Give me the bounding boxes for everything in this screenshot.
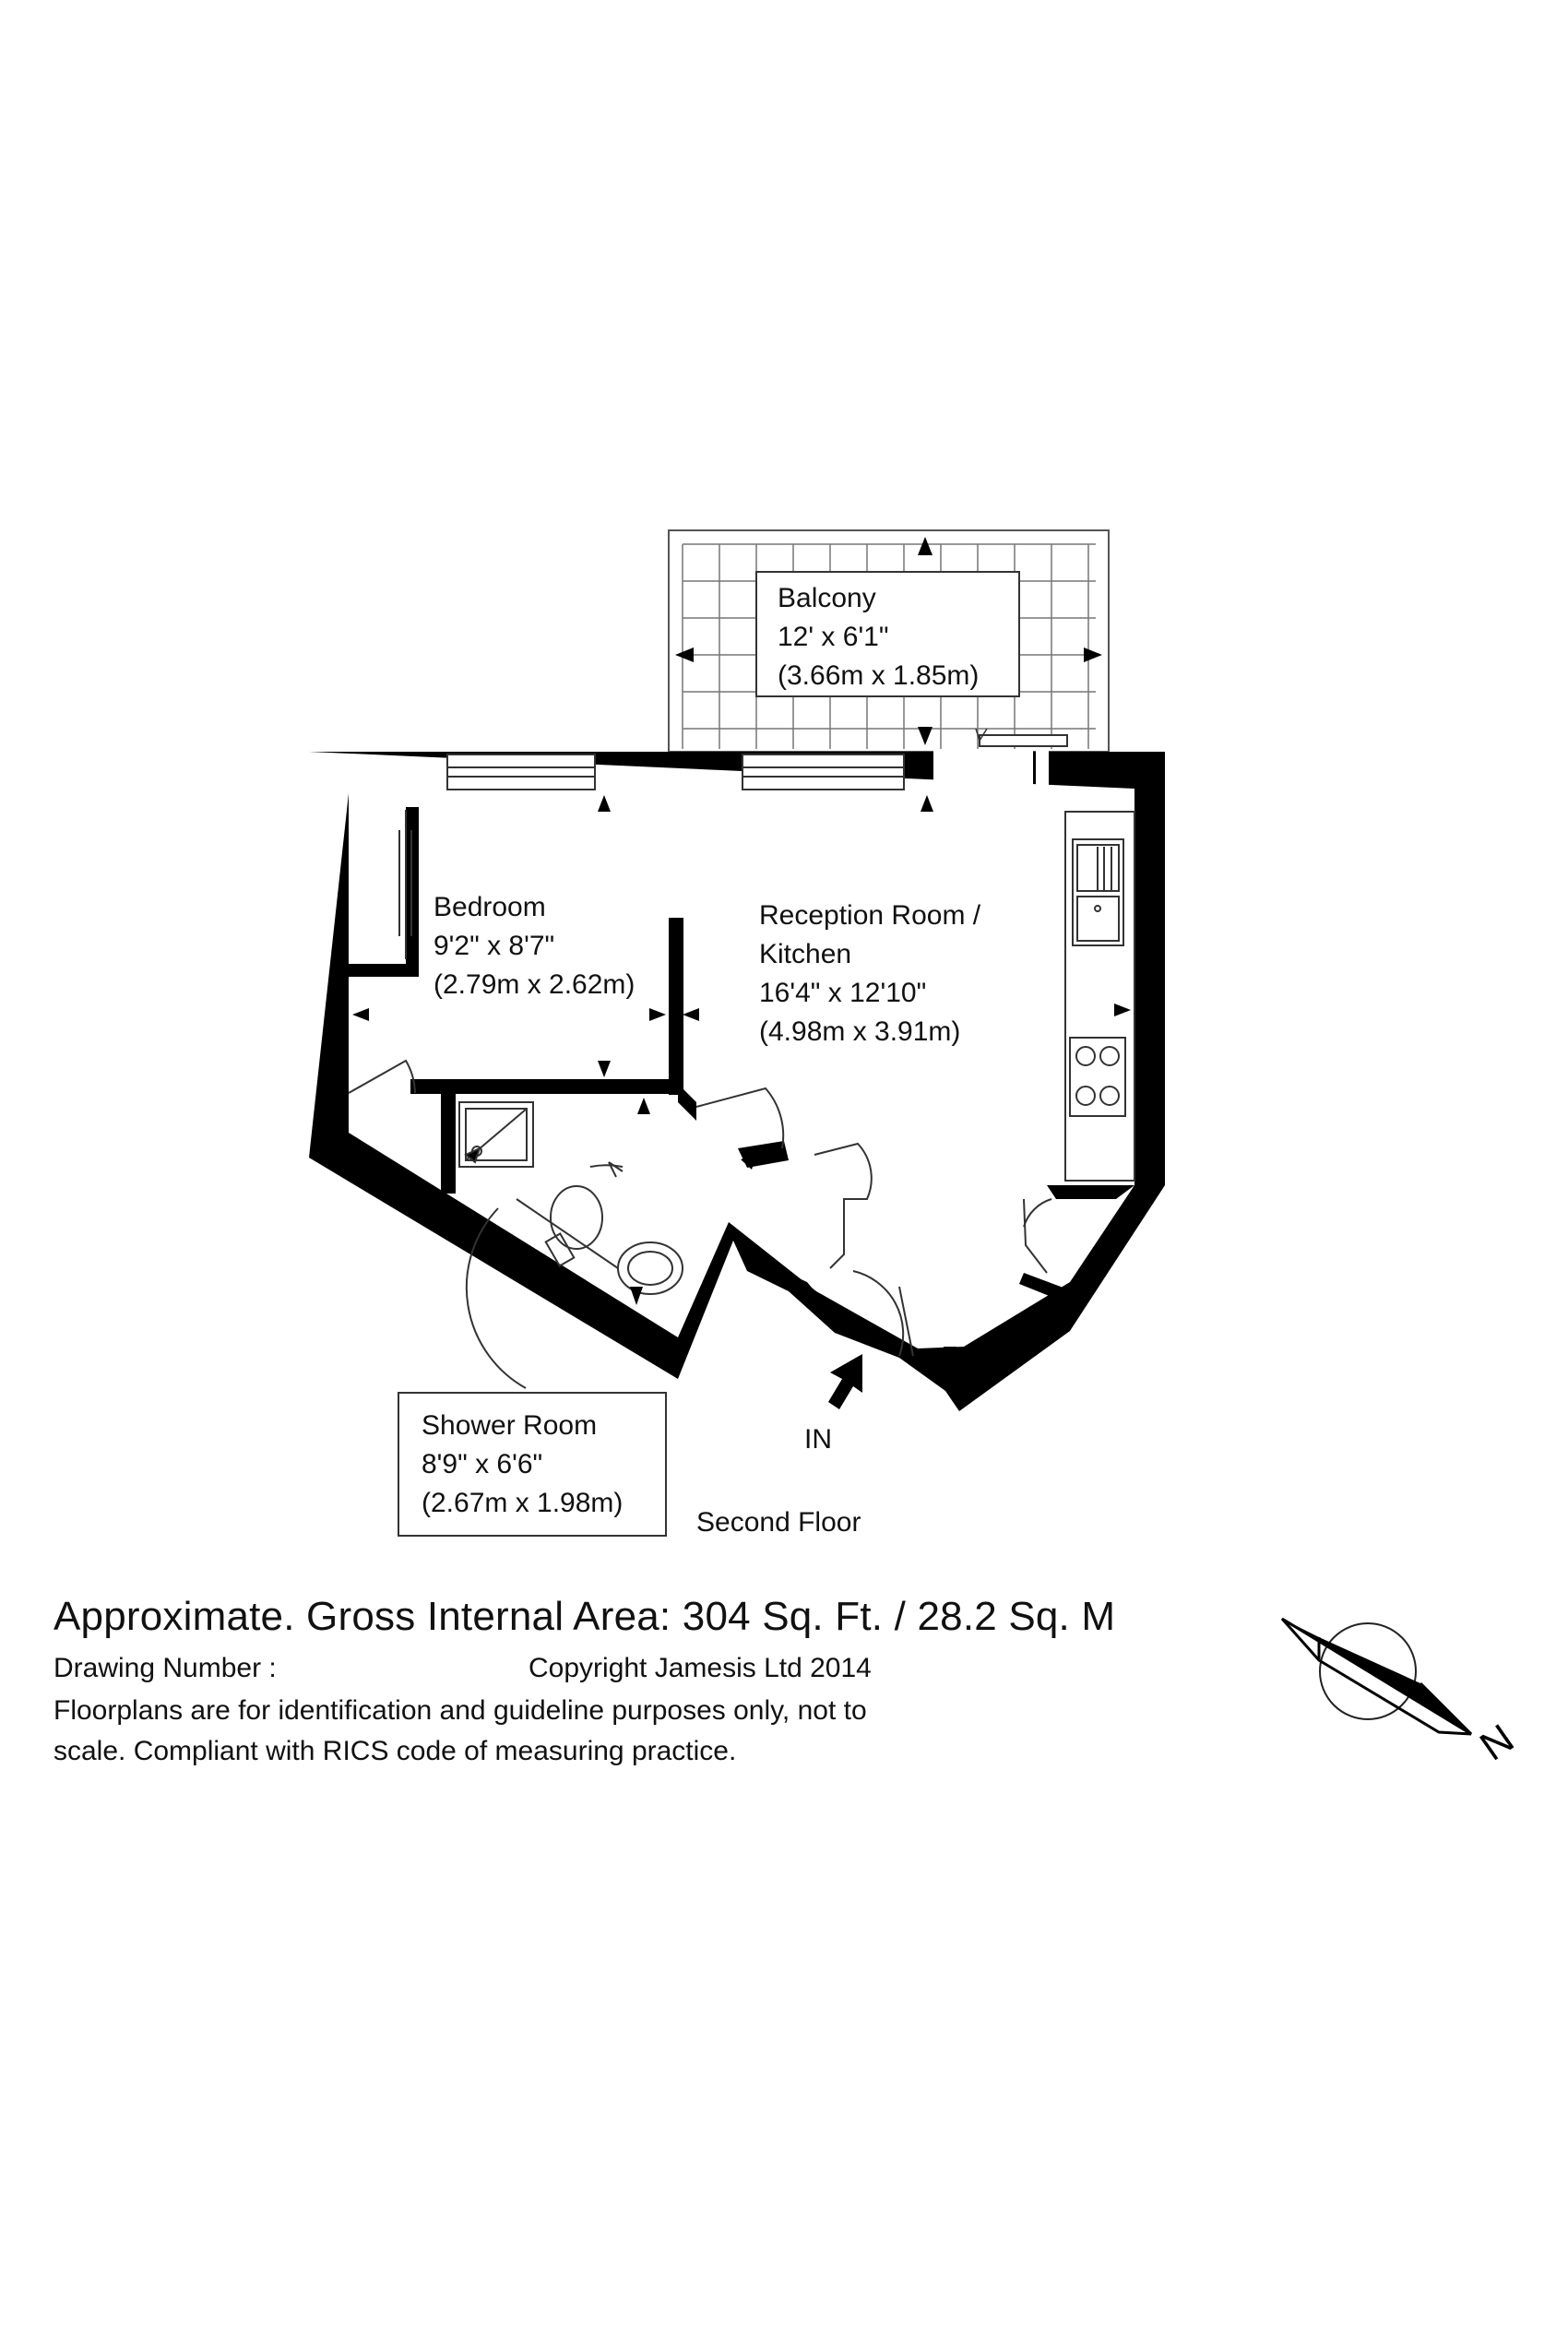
bedroom-imperial: 9'2" x 8'7" [434, 931, 555, 961]
drawing-number: Drawing Number : [53, 1653, 277, 1683]
disclaimer-line-2: scale. Compliant with RICS code of measuring practice. [53, 1736, 737, 1766]
floor-label: Second Floor [696, 1507, 861, 1538]
disclaimer-line-1: Floorplans are for identification and guideline purposes only, not to [53, 1695, 867, 1726]
balcony-metric: (3.66m x 1.85m) [778, 660, 980, 691]
balcony-doorway [933, 749, 1033, 793]
compass [1282, 1619, 1522, 1770]
reception-metric: (4.98m x 3.91m) [759, 1016, 961, 1047]
reception-name-line1: Reception Room / [759, 900, 981, 931]
top-wall-openings [447, 729, 1067, 793]
shower-imperial: 8'9" x 6'6" [422, 1449, 543, 1479]
bedroom-metric: (2.79m x 2.62m) [434, 969, 636, 1000]
compass-north-label: N [1471, 1716, 1523, 1770]
shower-metric: (2.67m x 1.98m) [422, 1488, 624, 1518]
bedroom-name: Bedroom [434, 892, 546, 922]
gross-internal-area: Approximate. Gross Internal Area: 304 Sq. Ft. / 28.2 Sq. M [53, 1594, 1116, 1639]
bedroom-window [447, 754, 595, 790]
fixtures [459, 812, 1134, 1294]
shower-name: Shower Room [422, 1410, 598, 1441]
reception-name-line2: Kitchen [759, 939, 852, 969]
balcony-name: Balcony [778, 583, 876, 613]
entrance-label: IN [804, 1424, 832, 1455]
reception-window [742, 754, 904, 790]
entrance-arrow [828, 1354, 862, 1409]
balcony-imperial: 12' x 6'1" [778, 622, 889, 652]
copyright: Copyright Jamesis Ltd 2014 [529, 1653, 872, 1683]
reception-imperial: 16'4" x 12'10" [759, 978, 927, 1008]
